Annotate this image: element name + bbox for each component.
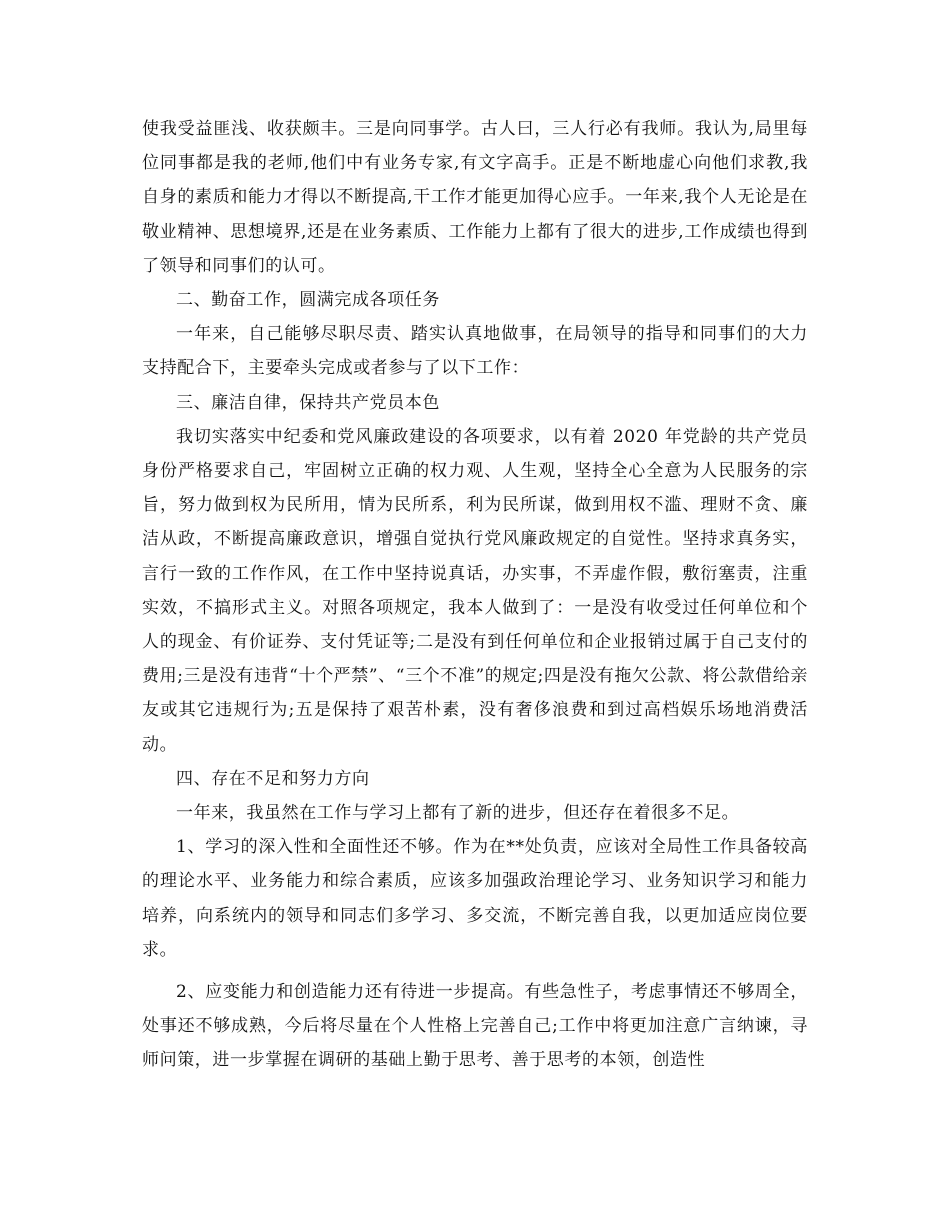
paragraph-shortcomings-intro: 一年来，我虽然在工作与学习上都有了新的进步，但还存在着很多不足。 [176, 803, 740, 824]
document-body [142, 112, 808, 1078]
section-heading-4: 四、存在不足和努力方向 [176, 768, 370, 789]
paragraph-integrity: 我切实落实中纪委和党风廉政建设的各项要求，以有着 2020 年党龄的共产党员身份严格要求自己，牢固树立正确的权力观、人生观，坚持全心全意为人民服务的宗旨，努力做到权为民所用，情为民所系，利为民所谋，做到用权不滥、理财不贪、廉洁从政，不断提高廉政意识，增强自觉执行党风廉政规定的自觉性。坚持求真务实，言行一致的工作作风，在工作中坚持说真话，办实事，不弄虚作假，敷衍塞责，注重实效，不搞形式主义。对照各项规定，我本人做到了：一是没有收受过任何单位和个人的现金、有价证券、支付凭证等;二是没有到任何单位和企业报销过属于自己支付的费用;三是没有违背“十个严禁”、“三个不准”的规定;四是没有拖欠公款、将公款借给亲友或其它违规行为;五是保持了艰苦朴素，没有奢侈浪费和到过高档娱乐场地消费活动。 [142, 426, 808, 755]
paragraph-work: 一年来，自己能够尽职尽责、踏实认真地做事，在局领导的指导和同事们的大力支持配合下，主要牵头完成或者参与了以下工作： [142, 324, 808, 379]
section-heading-2: 二、勤奋工作，圆满完成各项任务 [176, 290, 440, 311]
paragraph-shortcoming-2: 2、应变能力和创造能力还有待进一步提高。有些急性子，考虑事情还不够周全，处事还不够成熟，今后将尽量在个人性格上完善自己;工作中将更加注意广言纳谏，寻师问策，进一步掌握在调研的基础上勤于思考、善于思考的本领，创造性 [142, 982, 808, 1071]
paragraph-continuation: 使我受益匪浅、收获颇丰。三是向同事学。古人曰，三人行必有我师。我认为,局里每位同事都是我的老师,他们中有业务专家,有文字高手。正是不断地虚心向他们求教,我自身的素质和能力才得以不断提高,干工作才能更加得心应手。一年来,我个人无论是在敬业精神、思想境界,还是在业务素质、工作能力上都有了很大的进步,工作成绩也得到了领导和同事们的认可。 [142, 119, 809, 276]
section-heading-3: 三、廉洁自律，保持共产党员本色 [176, 392, 440, 413]
paragraph-shortcoming-1: 1、学习的深入性和全面性还不够。作为在**处负责，应该对全局性工作具备较高的理论水平、业务能力和综合素质，应该多加强政治理论学习、业务知识学习和能力培养，向系统内的领导和同志们多学习、多交流，不断完善自我，以更加适应岗位要求。 [142, 837, 808, 960]
